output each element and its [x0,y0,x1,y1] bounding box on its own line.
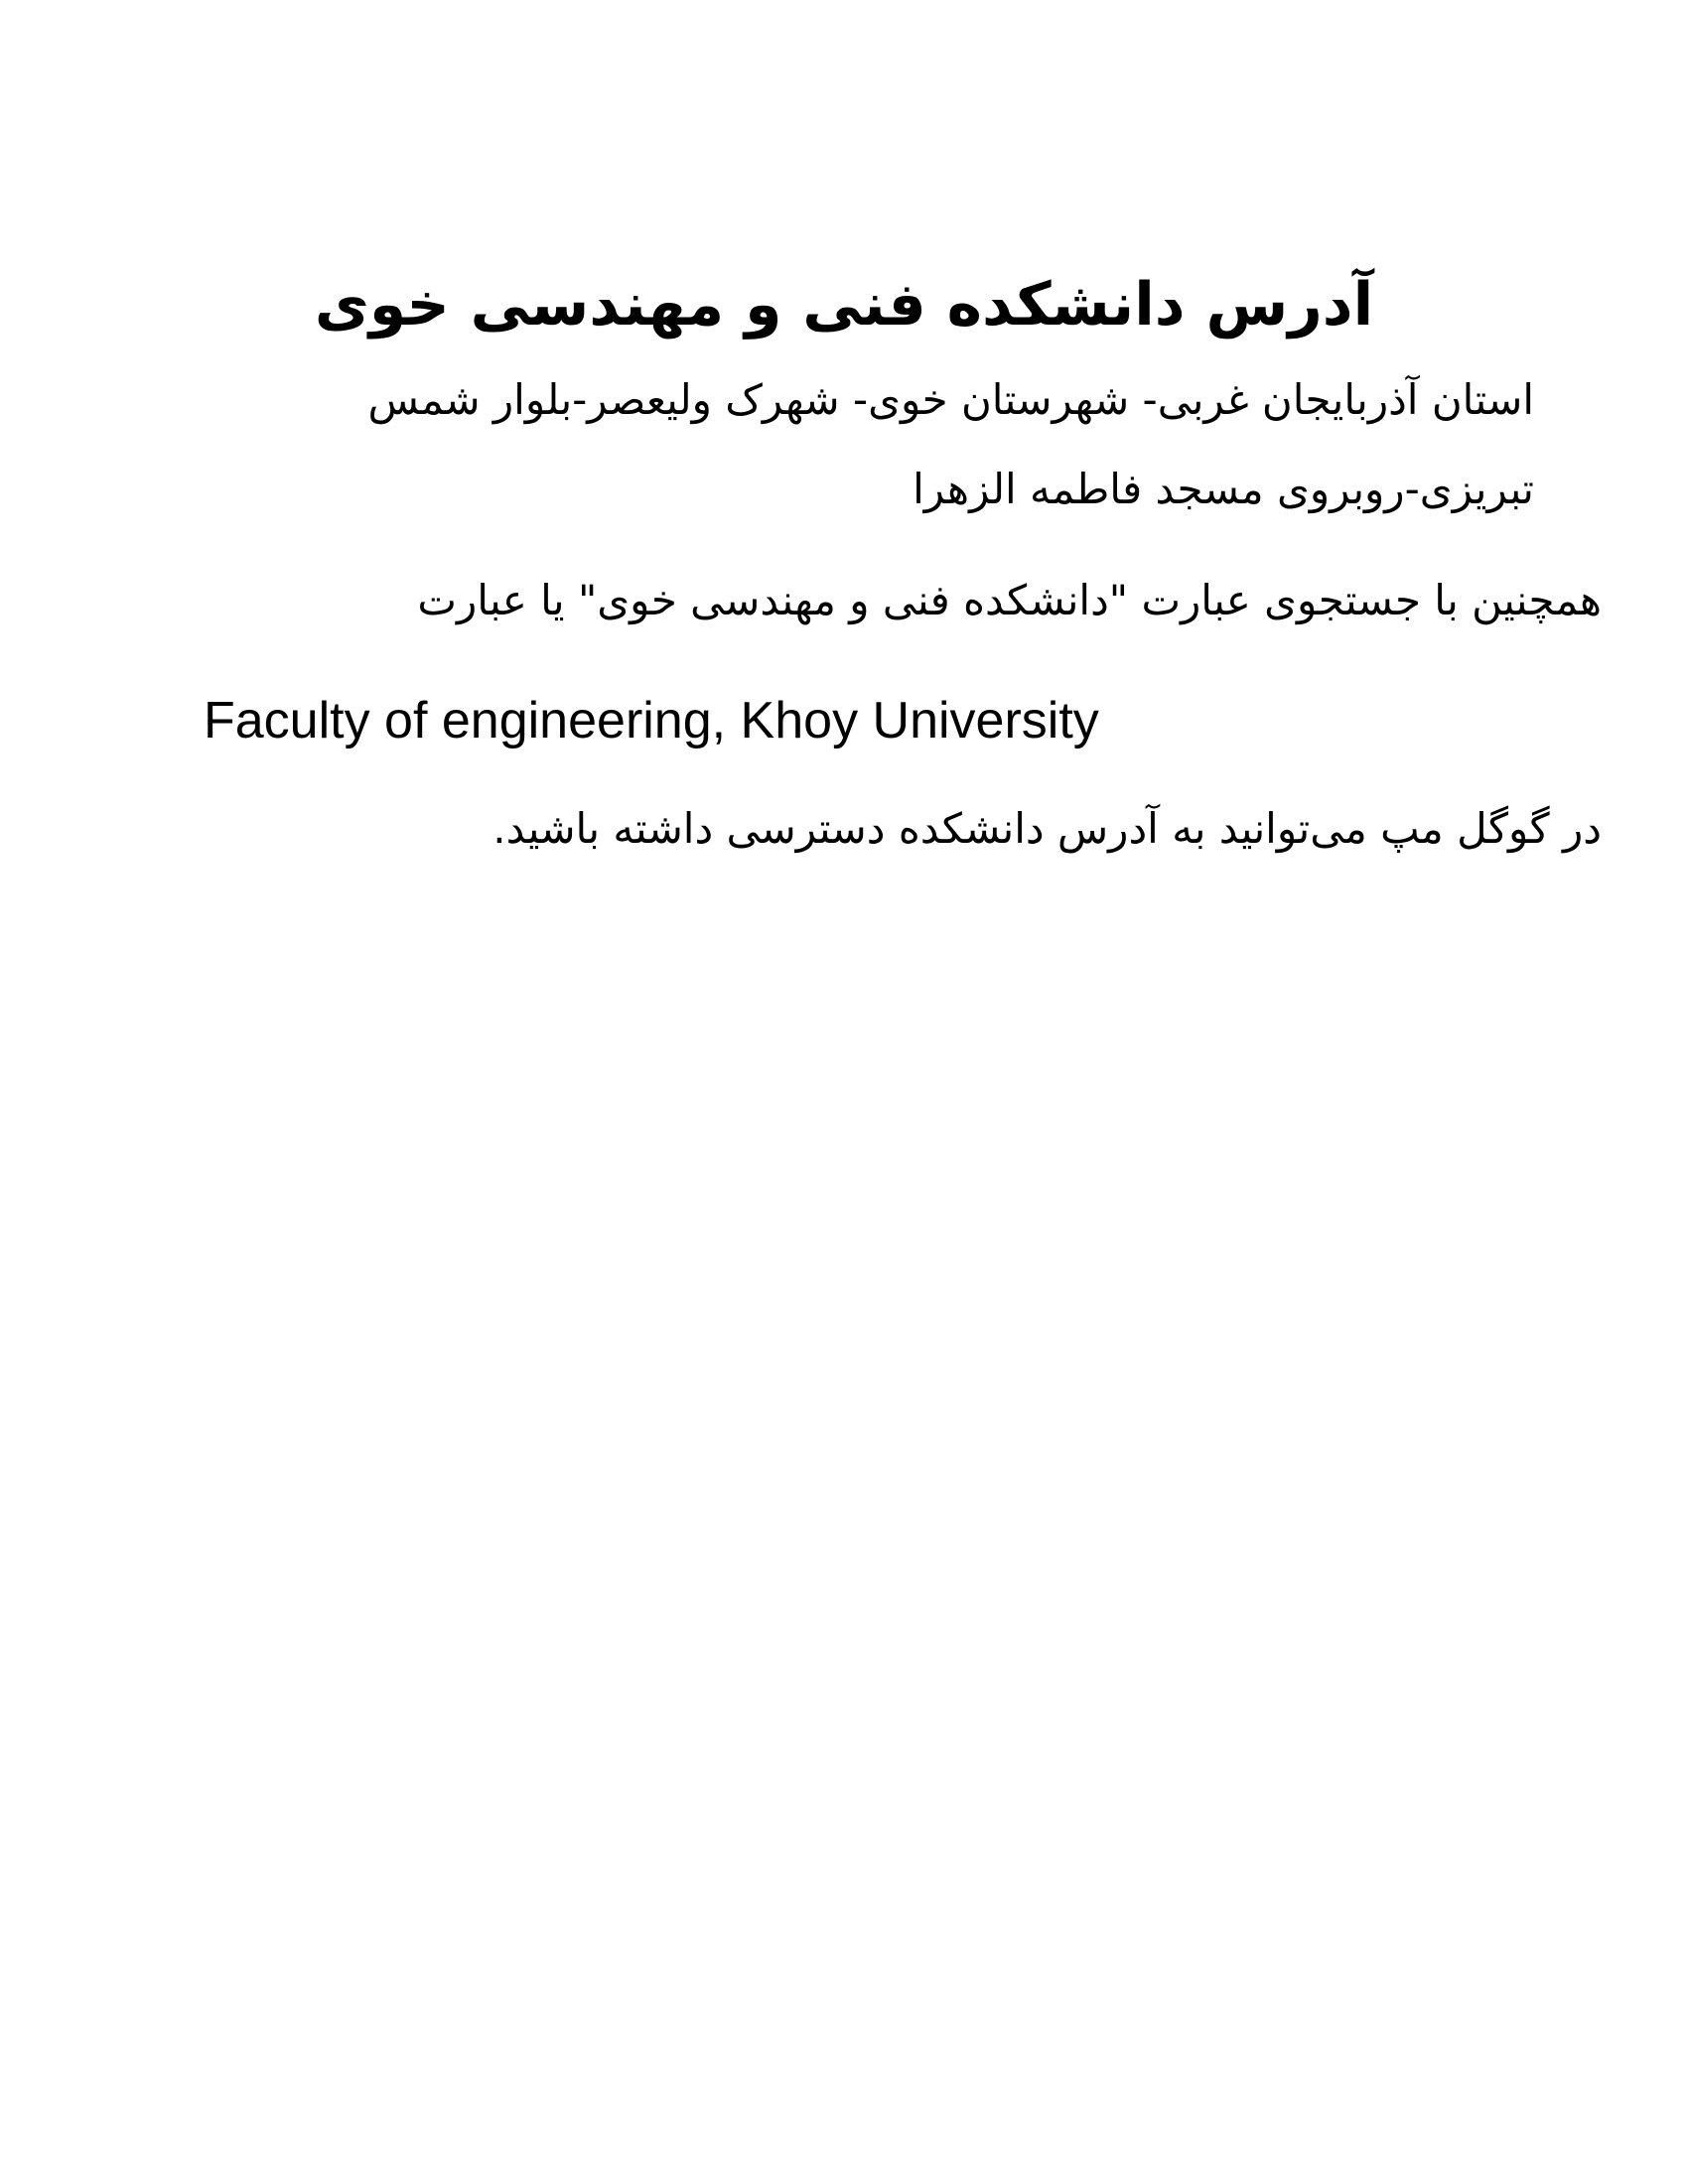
closing-line: در گوگل مپ می‌توانید به آدرس دانشکده دسترسی داشته باشید. [492,804,1602,853]
english-phrase-line: Faculty of engineering, Khoy University [204,692,1099,750]
page-title: آدرس دانشکده فنی و مهندسی خوی [314,270,1374,341]
search-hint-line: همچنین با جستجوی عبارت "دانشکده فنی و مهندسی خوی" یا عبارت [417,576,1602,624]
address-line-2: تبریزی-روبروی مسجد فاطمه الزهرا [913,465,1534,513]
address-line-1: استان آذربایجان غربی- شهرستان خوی- شهرک ولیعصر-بلوار شمس [367,375,1534,424]
